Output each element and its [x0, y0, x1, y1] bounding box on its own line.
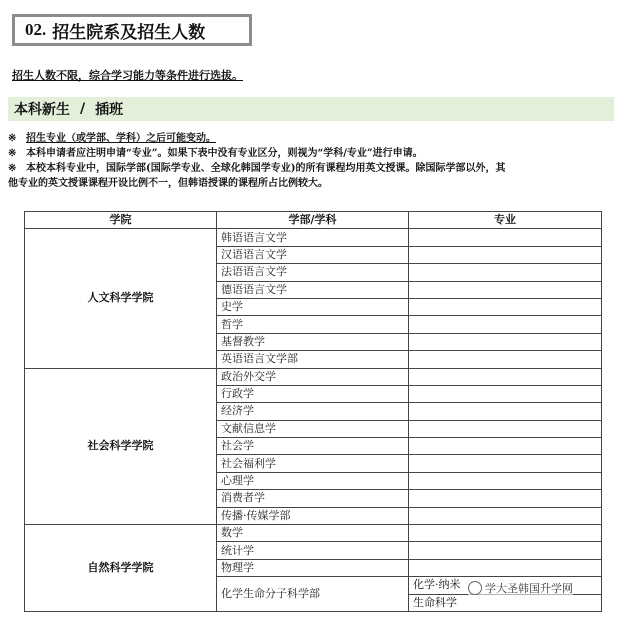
major-cell: 生命科学 — [409, 594, 602, 611]
major-cell — [409, 455, 602, 472]
major-cell — [409, 281, 602, 298]
major-cell — [409, 525, 602, 542]
dept-cell: 传播·传媒学部 — [217, 507, 409, 524]
major-cell — [409, 246, 602, 263]
major-cell — [409, 385, 602, 402]
table-row — [25, 525, 602, 542]
section-sep: / — [80, 101, 86, 117]
major-cell — [409, 490, 602, 507]
major-cell: 化学·纳米 — [409, 577, 602, 594]
section-bar — [8, 97, 614, 121]
major-cell — [409, 368, 602, 385]
dept-cell: 法语语言文学 — [217, 264, 409, 281]
watermark — [468, 580, 573, 596]
table-row — [25, 368, 602, 385]
major-cell — [409, 438, 602, 455]
intro-note: 招生人数不限，综合学习能力等条件进行选拔。 — [12, 69, 243, 82]
dept-cell: 哲学 — [217, 316, 409, 333]
dept-cell: 消费者学 — [217, 490, 409, 507]
major-cell — [409, 403, 602, 420]
college-cell: 自然科学学院 — [25, 525, 217, 612]
major-cell — [409, 229, 602, 246]
section-left: 本科新生 — [14, 102, 70, 118]
header-college: 学院 — [25, 212, 217, 229]
table-body — [25, 229, 602, 612]
remark-text: 招生专业（或学部、学科）之后可能变动。 — [26, 133, 216, 144]
header-dept: 学部/学科 — [217, 212, 409, 229]
dept-cell: 韩语语言文学 — [217, 229, 409, 246]
major-cell — [409, 472, 602, 489]
major-cell — [409, 264, 602, 281]
dept-cell: 史学 — [217, 298, 409, 315]
remark-mark: ※ — [8, 148, 17, 159]
wechat-logo-icon — [468, 581, 482, 595]
major-cell — [409, 420, 602, 437]
major-cell — [409, 316, 602, 333]
section-title-box — [12, 14, 252, 46]
dept-cell: 基督教学 — [217, 333, 409, 350]
dept-cell: 物理学 — [217, 559, 409, 576]
dept-cell: 英语语言文学部 — [217, 351, 409, 368]
major-cell — [409, 507, 602, 524]
dept-cell: 文献信息学 — [217, 420, 409, 437]
major-cell — [409, 542, 602, 559]
section-number: 02. — [25, 20, 47, 39]
watermark-text: 学大圣韩国升学网 — [485, 582, 573, 595]
major-cell — [409, 351, 602, 368]
remark-continuation: 他专业的英文授课课程开设比例不一，但韩语授课的课程所占比例较大。 — [8, 178, 328, 189]
major-cell — [409, 298, 602, 315]
section-title: 招生院系及招生人数 — [52, 22, 206, 42]
major-cell — [409, 559, 602, 576]
dept-cell: 经济学 — [217, 403, 409, 420]
dept-cell: 行政学 — [217, 385, 409, 402]
dept-cell: 社会福利学 — [217, 455, 409, 472]
dept-cell: 数学 — [217, 525, 409, 542]
remark-item — [8, 146, 620, 161]
college-cell: 人文科学学院 — [25, 229, 217, 368]
remarks — [8, 131, 620, 191]
remark-item — [8, 161, 620, 176]
remark-text: 本科申请者应注明申请“专业”。如果下表中没有专业区分，则视为“学科/专业”进行申请。 — [26, 148, 423, 159]
remark-mark: ※ — [8, 133, 17, 144]
major-cell — [409, 333, 602, 350]
dept-cell: 汉语语言文学 — [217, 246, 409, 263]
majors-table — [24, 211, 602, 612]
header-major: 专业 — [409, 212, 602, 229]
dept-cell: 化学生命分子科学部 — [217, 577, 409, 612]
remark-text: 本校本科专业中，国际学部(国际学专业、全球化韩国学专业)的所有课程均用英文授课。除国际学部以外，其 — [26, 163, 506, 174]
table-header-row — [25, 212, 602, 229]
section-right: 插班 — [95, 102, 124, 118]
dept-cell: 统计学 — [217, 542, 409, 559]
remark-mark: ※ — [8, 163, 17, 174]
dept-cell: 社会学 — [217, 438, 409, 455]
dept-cell: 心理学 — [217, 472, 409, 489]
remark-item — [8, 131, 620, 146]
dept-cell: 德语语言文学 — [217, 281, 409, 298]
table-row — [25, 229, 602, 246]
dept-cell: 政治外交学 — [217, 368, 409, 385]
college-cell: 社会科学学院 — [25, 368, 217, 525]
